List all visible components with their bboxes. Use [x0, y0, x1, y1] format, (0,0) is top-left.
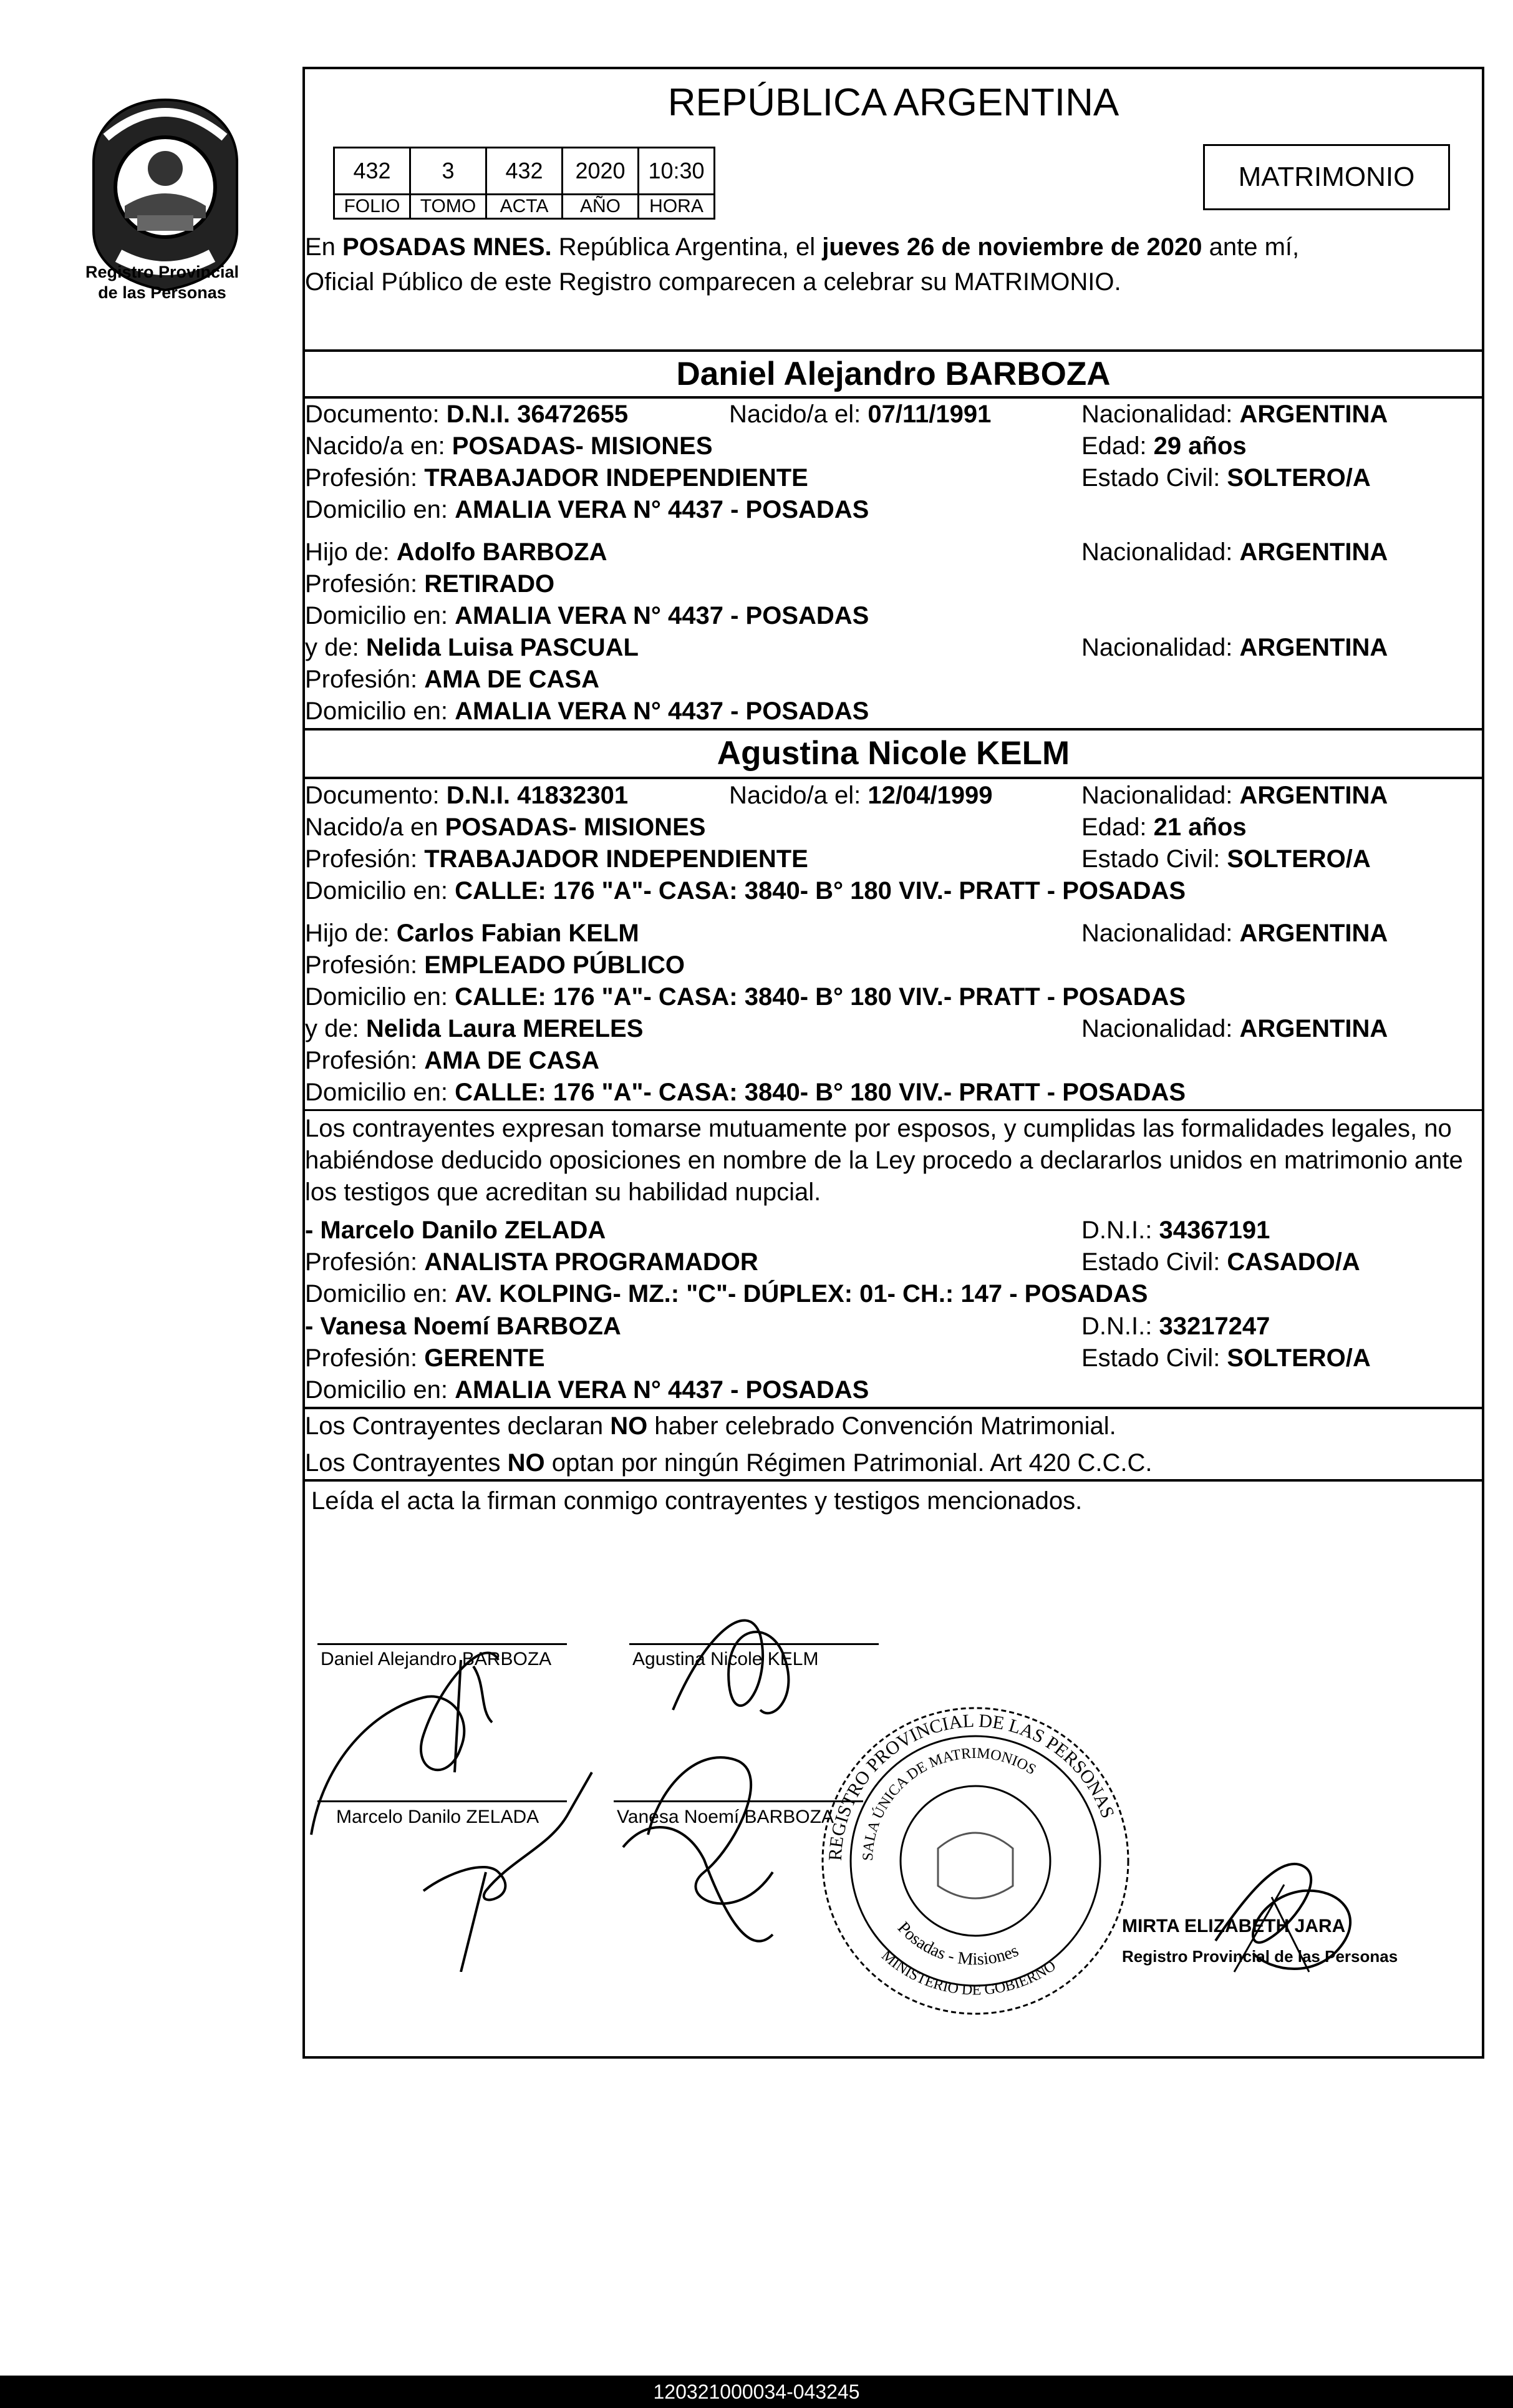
folio-value: 432	[334, 148, 410, 195]
spouse2-civil: SOLTERO/A	[1227, 845, 1371, 873]
declaration-line-3: los testigos que acreditan su habilidad nupcial.	[305, 1178, 821, 1206]
record-meta-table	[333, 147, 715, 220]
spouse2-doc: D.N.I. 41832301	[446, 782, 629, 809]
page-title: REPÚBLICA ARGENTINA	[667, 81, 1119, 124]
spouse2-father-prof-row: Profesión: EMPLEADO PÚBLICO	[305, 951, 685, 979]
spouse1-name: Daniel Alejandro BARBOZA	[676, 356, 1111, 392]
witness1-row-1: - Marcelo Danilo ZELADA D.N.I.: 34367191	[305, 1216, 1270, 1244]
registry-name-line1: Registro Provincial	[85, 263, 239, 281]
signature-label-witness1: Marcelo Danilo ZELADA	[336, 1807, 539, 1827]
convention-line-2: Los Contrayentes NO optan por ningún Régimen Patrimonial. Art 420 C.C.C.	[305, 1449, 1153, 1477]
document-code: 120321000034-043245	[0, 2376, 1513, 2408]
witness2-dni: 33217247	[1159, 1313, 1270, 1340]
spouse1-mother-row: y de: Nelida Luisa PASCUAL Nacionalidad: ARGENTINA	[305, 634, 1388, 661]
signature-label-witness2: Vanesa Noemí BARBOZA	[617, 1807, 834, 1827]
convention-line-1: Los Contrayentes declaran NO haber celebrado Convención Matrimonial.	[305, 1412, 1116, 1440]
spouse1-row-4: Domicilio en: AMALIA VERA N° 4437 - POSADAS	[305, 496, 869, 523]
spouse1-father-dom-row: Domicilio en: AMALIA VERA N° 4437 - POSADAS	[305, 602, 869, 629]
spouse2-mother-prof-row: Profesión: AMA DE CASA	[305, 1047, 599, 1074]
spouse1-nat: ARGENTINA	[1239, 401, 1388, 428]
declaration-line-1: Los contrayentes expresan tomarse mutuamente por esposos, y cumplidas las formalidades legales, no	[305, 1115, 1452, 1142]
divider	[305, 1479, 1482, 1482]
spouse2-birthplace: POSADAS- MISIONES	[445, 813, 706, 841]
witness2-row-3: Domicilio en: AMALIA VERA N° 4437 - POSADAS	[305, 1376, 869, 1404]
witness2-name: - Vanesa Noemí BARBOZA	[305, 1313, 621, 1340]
anio-value: 2020	[563, 148, 639, 195]
divider	[305, 1109, 1482, 1111]
intro-line-1: En POSADAS MNES. República Argentina, el jueves 26 de noviembre de 2020 ante mí,	[305, 233, 1300, 261]
divider	[305, 777, 1482, 779]
intro-line-2: Oficial Público de este Registro comparecen a celebrar su MATRIMONIO.	[305, 268, 1121, 296]
spouse2-nat: ARGENTINA	[1239, 782, 1388, 809]
folio-label: FOLIO	[334, 195, 410, 219]
spouse1-row-1: Documento: D.N.I. 36472655 Nacido/a el: 07/11/1991 Nacionalidad: ARGENTINA	[305, 401, 1388, 428]
intro-place: POSADAS MNES.	[342, 233, 552, 261]
spouse2-row-1: Documento: D.N.I. 41832301 Nacido/a el: 12/04/1999 Nacionalidad: ARGENTINA	[305, 782, 1388, 809]
hora-value: 10:30	[639, 148, 715, 195]
intro-date: jueves 26 de noviembre de 2020	[822, 233, 1202, 261]
spouse2-row-4: Domicilio en: CALLE: 176 "A"- CASA: 3840- B° 180 VIV.- PRATT - POSADAS	[305, 877, 1186, 905]
witness1-dni: 34367191	[1159, 1216, 1270, 1244]
signature-label-spouse2: Agustina Nicole KELM	[632, 1649, 819, 1669]
spouse1-born: 07/11/1991	[868, 401, 992, 428]
spouse1-mother-prof-row: Profesión: AMA DE CASA	[305, 666, 599, 693]
spouse1-birthplace: POSADAS- MISIONES	[452, 432, 713, 460]
spouse2-father-dom-row: Domicilio en: CALLE: 176 "A"- CASA: 3840- B° 180 VIV.- PRATT - POSADAS	[305, 983, 1186, 1011]
spouse2-mother-row: y de: Nelida Laura MERELES Nacionalidad: ARGENTINA	[305, 1015, 1388, 1042]
marriage-certificate	[302, 67, 1484, 2059]
spouse2-row-3: Profesión: TRABAJADOR INDEPENDIENTE Estado Civil: SOLTERO/A	[305, 845, 1371, 873]
spouse2-name: Agustina Nicole KELM	[717, 735, 1070, 772]
registry-stamp	[813, 1699, 1138, 2023]
acta-value: 432	[486, 148, 563, 195]
spouse1-father: Adolfo BARBOZA	[396, 538, 607, 566]
stamp-outer-text: REGISTRO PROVINCIAL DE LAS PERSONAS	[824, 1710, 1118, 1862]
official-signature	[1178, 1828, 1403, 1991]
spouse1-mother-dom-row: Domicilio en: AMALIA VERA N° 4437 - POSADAS	[305, 697, 869, 725]
stamp-city-text: Posadas - Misiones	[893, 1918, 1022, 1969]
spouse1-doc: D.N.I. 36472655	[446, 401, 629, 428]
acta-label: ACTA	[486, 195, 563, 219]
spouse1-dom: AMALIA VERA N° 4437 - POSADAS	[455, 496, 869, 523]
anio-label: AÑO	[563, 195, 639, 219]
spouse2-father-row: Hijo de: Carlos Fabian KELM Nacionalidad: ARGENTINA	[305, 920, 1388, 947]
witness1-row-2: Profesión: ANALISTA PROGRAMADOR Estado Civil: CASADO/A	[305, 1248, 1360, 1276]
tomo-label: TOMO	[410, 195, 486, 219]
spouse1-mother: Nelida Luisa PASCUAL	[365, 634, 639, 661]
spouse1-father-row: Hijo de: Adolfo BARBOZA Nacionalidad: ARGENTINA	[305, 538, 1388, 566]
signature-line	[317, 1800, 567, 1802]
signatures-intro: Leída el acta la firman conmigo contrayentes y testigos mencionados.	[311, 1487, 1083, 1515]
divider	[305, 349, 1482, 352]
witness1-name: - Marcelo Danilo ZELADA	[305, 1216, 606, 1244]
spouse2-age: 21 años	[1153, 813, 1247, 841]
divider	[305, 1407, 1482, 1409]
spouse2-father: Carlos Fabian KELM	[396, 920, 639, 947]
stamp-inner-text: SALA ÚNICA DE MATRIMONIOS	[859, 1745, 1039, 1862]
witness2-row-1: - Vanesa Noemí BARBOZA D.N.I.: 33217247	[305, 1313, 1270, 1340]
declaration-line-2: habiéndose deducido oposiciones en nombre de la Ley procedo a declararlos unidos en matrimonio ante	[305, 1147, 1463, 1174]
spouse1-father-prof-row: Profesión: RETIRADO	[305, 570, 555, 598]
record-type-box: MATRIMONIO	[1203, 144, 1450, 210]
hora-label: HORA	[639, 195, 715, 219]
registry-name-line2: de las Personas	[98, 283, 226, 302]
tomo-value: 3	[410, 148, 486, 195]
witness2-row-2: Profesión: GERENTE Estado Civil: SOLTERO/A	[305, 1344, 1371, 1372]
spouse1-civil: SOLTERO/A	[1227, 464, 1371, 492]
signature-line	[317, 1643, 567, 1645]
spouse2-dom: CALLE: 176 "A"- CASA: 3840- B° 180 VIV.- PRATT - POSADAS	[455, 877, 1186, 905]
divider	[305, 396, 1482, 399]
witness1-row-3: Domicilio en: AV. KOLPING- MZ.: "C"- DÚPLEX: 01- CH.: 147 - POSADAS	[305, 1280, 1148, 1308]
divider	[305, 728, 1482, 731]
spouse2-row-2: Nacido/a en POSADAS- MISIONES Edad: 21 años	[305, 813, 1247, 841]
spouse1-row-3: Profesión: TRABAJADOR INDEPENDIENTE Estado Civil: SOLTERO/A	[305, 464, 1371, 492]
spouse1-row-2: Nacido/a en: POSADAS- MISIONES Edad: 29 años	[305, 432, 1247, 460]
spouse2-mother-dom-row: Domicilio en: CALLE: 176 "A"- CASA: 3840- B° 180 VIV.- PRATT - POSADAS	[305, 1079, 1186, 1106]
stamp-ministry-text: MINISTERIO DE GOBIERNO	[878, 1947, 1059, 1999]
spouse1-age: 29 años	[1153, 432, 1247, 460]
official-name: MIRTA ELIZABETH JARA	[1122, 1916, 1346, 1936]
spouse1-prof: TRABAJADOR INDEPENDIENTE	[424, 464, 808, 492]
signature-line	[629, 1643, 879, 1645]
official-title: Registro Provincial de las Personas	[1122, 1947, 1398, 1966]
spouse2-born: 12/04/1999	[868, 782, 993, 809]
signature-label-spouse1: Daniel Alejandro BARBOZA	[321, 1649, 552, 1669]
spouse2-mother: Nelida Laura MERELES	[365, 1015, 644, 1042]
registry-name	[56, 262, 268, 303]
spouse2-prof: TRABAJADOR INDEPENDIENTE	[424, 845, 808, 873]
